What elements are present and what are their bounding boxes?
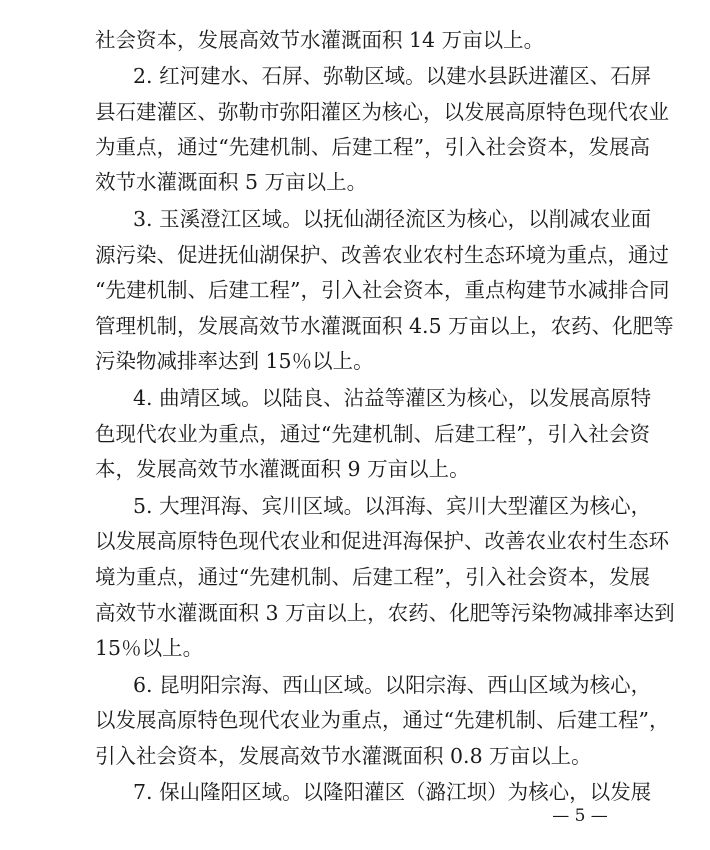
text-line: 4. 曲靖区域。以陆良、沾益等灌区为核心，以发展高原特 [133, 386, 652, 410]
text-line: 5. 大理洱海、宾川区域。以洱海、宾川大型灌区为核心， [133, 494, 652, 518]
text-line: 本，发展高效节水灌溉面积 9 万亩以上。 [95, 457, 470, 481]
text-line: 高效节水灌溉面积 3 万亩以上，农药、化肥等污染物减排率达到 [95, 601, 675, 625]
text-line: 以发展高原特色现代农业为重点，通过“先建机制、后建工程”， [95, 708, 670, 732]
text-line: 6. 昆明阳宗海、西山区域。以阳宗海、西山区域为核心， [133, 673, 652, 697]
text-line: 7. 保山隆阳区域。以隆阳灌区（潞江坝）为核心，以发展 [133, 780, 652, 804]
text-line: 为重点，通过“先建机制、后建工程”，引入社会资本，发展高 [95, 135, 650, 159]
text-line: 源污染、促进抚仙湖保护、改善农业农村生态环境为重点，通过 [95, 243, 669, 267]
text-line: 污染物减排率达到 15％以上。 [95, 349, 374, 373]
text-line: 境为重点，通过“先建机制、后建工程”，引入社会资本，发展 [95, 565, 650, 589]
text-line: 2. 红河建水、石屏、弥勒区域。以建水县跃进灌区、石屏 [133, 64, 652, 88]
text-line: 3. 玉溪澄江区域。以抚仙湖径流区为核心，以削减农业面 [133, 207, 652, 231]
page-number: — 5 — [552, 806, 608, 826]
text-line: 以发展高原特色现代农业和促进洱海保护、改善农业农村生态环 [95, 529, 669, 553]
text-line: 效节水灌溉面积 5 万亩以上。 [95, 170, 368, 194]
text-line: 管理机制，发展高效节水灌溉面积 4.5 万亩以上，农药、化肥等 [95, 314, 674, 338]
text-line: 15％以上。 [95, 636, 204, 660]
text-line: 色现代农业为重点，通过“先建机制、后建工程”，引入社会资 [95, 422, 650, 446]
text-line: “先建机制、后建工程”，引入社会资本，重点构建节水减排合同 [95, 278, 670, 302]
text-line: 县石建灌区、弥勒市弥阳灌区为核心，以发展高原特色现代农业 [95, 100, 669, 124]
text-line: 社会资本，发展高效节水灌溉面积 14 万亩以上。 [95, 28, 545, 52]
text-line: 引入社会资本，发展高效节水灌溉面积 0.8 万亩以上。 [95, 744, 592, 768]
